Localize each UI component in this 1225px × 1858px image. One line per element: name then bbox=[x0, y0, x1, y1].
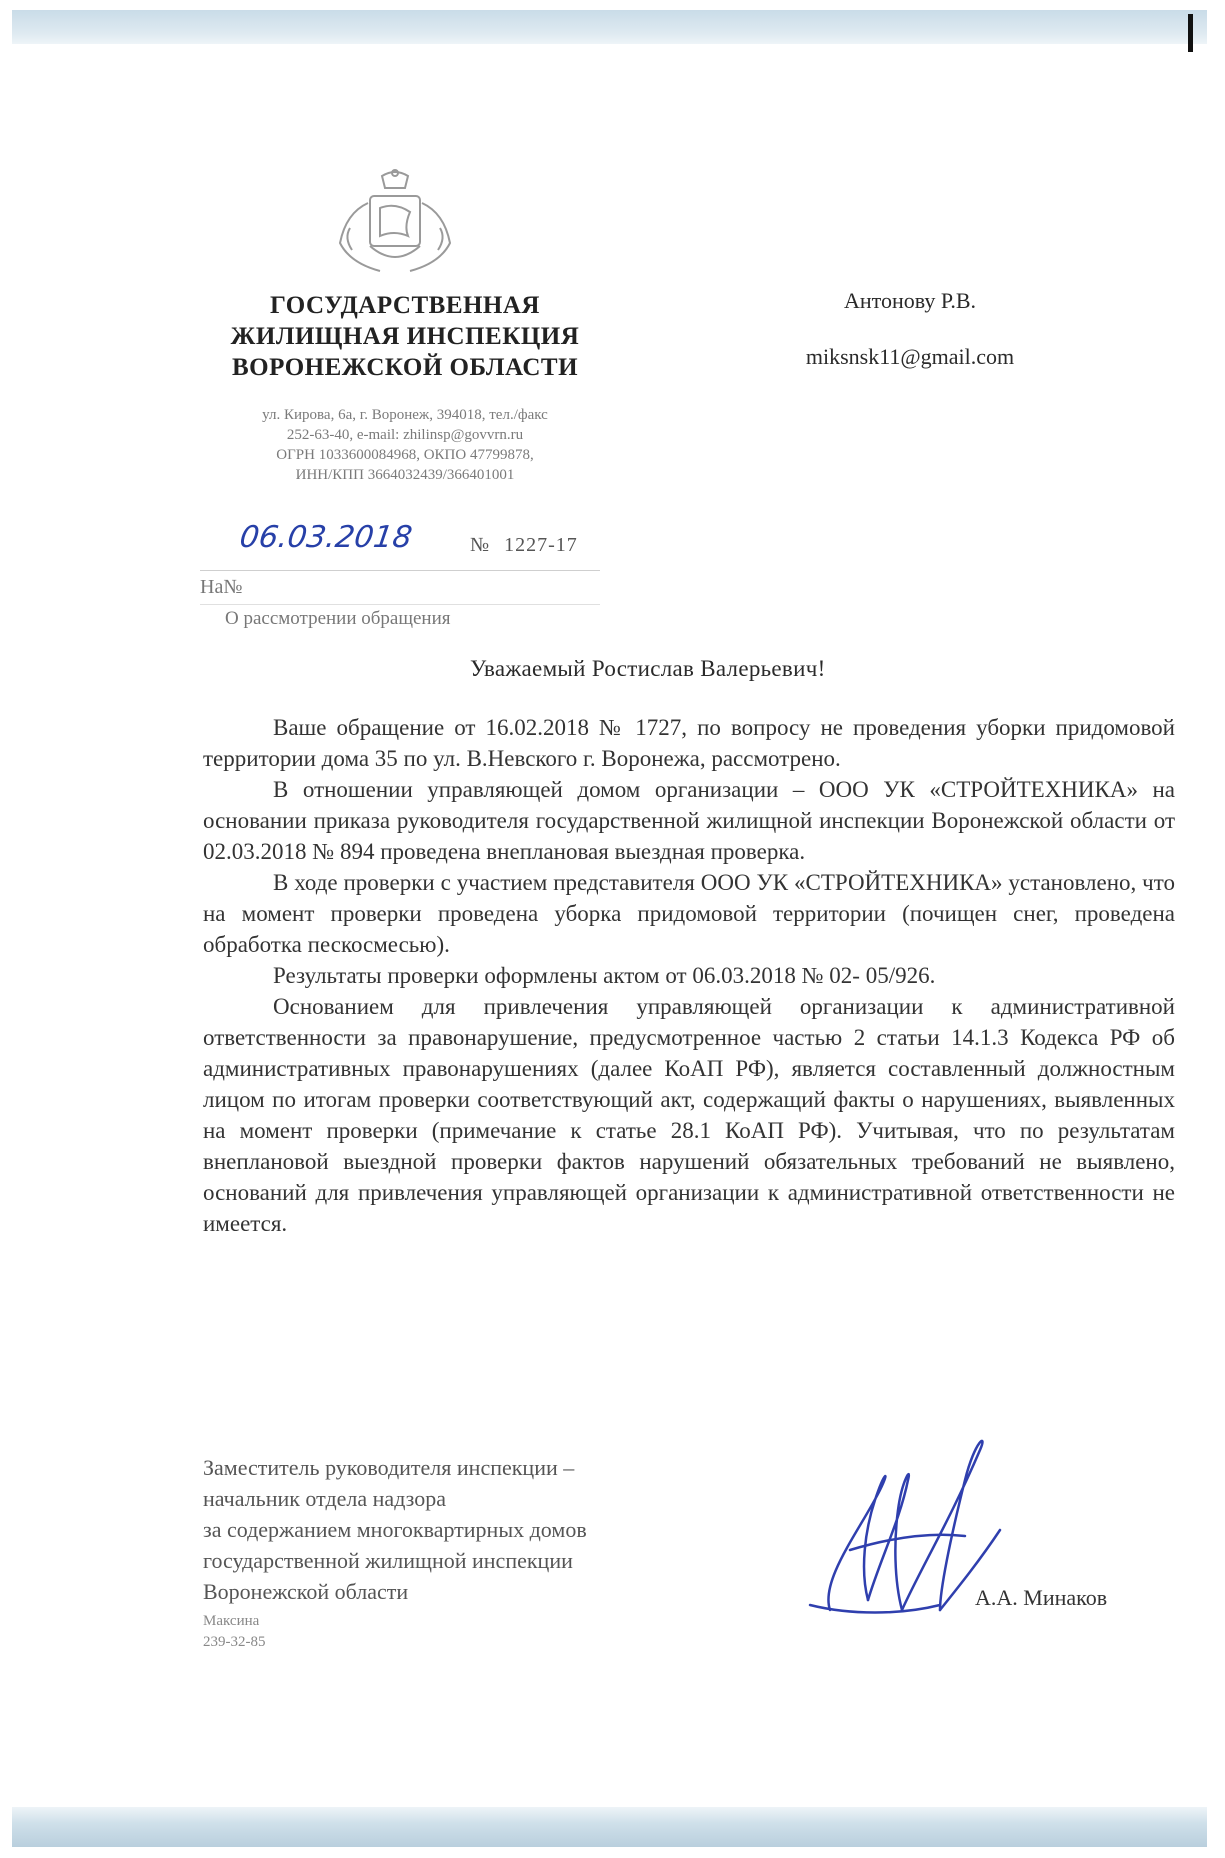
number-label: № bbox=[470, 534, 491, 556]
position-line: Заместитель руководителя инспекции – bbox=[203, 1455, 575, 1480]
addressee bbox=[740, 288, 1080, 370]
executor-name: Максина bbox=[203, 1613, 260, 1629]
letter-subject: О рассмотрении обращения bbox=[225, 608, 451, 629]
org-contacts bbox=[185, 405, 625, 485]
coat-of-arms-icon bbox=[330, 168, 460, 278]
executor-phone: 239-32-85 bbox=[203, 1634, 266, 1650]
handwritten-date: 06.03.2018 bbox=[237, 520, 415, 555]
scan-edge-mark bbox=[1188, 14, 1193, 52]
registration-line bbox=[200, 520, 600, 571]
letter-body bbox=[203, 712, 1175, 1239]
body-paragraph: Основанием для привлечения управляющей организации к административной ответственности за правонарушение, предусмотренное частью 2 статьи 14.1.3 Кодекса РФ об административных правонарушениях (далее КоАП РФ), является составленный должностным лицом по итогам проверки соответствующий акт, содержащий факты о нарушениях, выявленных на момент проверки (примечание к статье 28.1 КоАП РФ). Учитывая, что по результатам внеплановой выездной проверки фактов нарушений обязательных требований не выявлено, оснований для привлечения управляющей организации к административной ответственности не имеется. bbox=[203, 994, 1175, 1236]
org-name-line: ГОСУДАРСТВЕННАЯ bbox=[270, 292, 540, 319]
org-ogrn: ОГРН 1033600084968, ОКПО 47799878, bbox=[276, 447, 534, 463]
signatory-position bbox=[203, 1452, 763, 1653]
body-paragraph: Результаты проверки оформлены актом от 06.03.2018 № 02- 05/926. bbox=[273, 963, 936, 988]
salutation: Уважаемый Ростислав Валерьевич! bbox=[470, 656, 826, 681]
org-name-line: ЖИЛИЩНАЯ ИНСПЕКЦИЯ bbox=[230, 323, 580, 350]
org-address: ул. Кирова, 6а, г. Воронеж, 394018, тел./факс bbox=[262, 407, 548, 423]
org-phone-email: 252-63-40, e-mail: zhilinsp@govvrn.ru bbox=[286, 427, 524, 443]
position-line: за содержанием многоквартирных домов bbox=[203, 1517, 587, 1542]
reply-to-line: На№ bbox=[200, 576, 600, 605]
signer-name: А.А. Минаков bbox=[975, 1585, 1108, 1610]
addressee-name: Антонову Р.В. bbox=[843, 288, 977, 313]
document-number bbox=[470, 534, 578, 557]
organization-header bbox=[185, 290, 625, 485]
body-paragraph: Ваше обращение от 16.02.2018 № 1727, по вопросу не проведения уборки придомовой территории дома 35 по ул. В.Невского г. Воронежа, рассмотрено. bbox=[203, 715, 1175, 771]
org-inn: ИНН/КПП 3664032439/366401001 bbox=[295, 467, 515, 483]
org-name-line: ВОРОНЕЖСКОЙ ОБЛАСТИ bbox=[231, 354, 579, 381]
body-paragraph: В ходе проверки с участием представителя ООО УК «СТРОЙТЕХНИКА» установлено, что на момент проверки проведена уборка придомовой территории (почищен снег, проведена обработка пескосмесью). bbox=[203, 870, 1175, 957]
position-line: начальник отдела надзора bbox=[203, 1486, 446, 1511]
body-paragraph: В отношении управляющей домом организации – ООО УК «СТРОЙТЕХНИКА» на основании приказа руководителя государственной жилищной инспекции Воронежской области от 02.03.2018 № 894 проведена внеплановая выездная проверка. bbox=[203, 777, 1175, 864]
scan-top-band bbox=[12, 10, 1207, 44]
addressee-email: miksnsk11@gmail.com bbox=[805, 344, 1015, 369]
position-line: Воронежской области bbox=[203, 1579, 409, 1604]
number-value: 1227-17 bbox=[504, 534, 578, 556]
scan-bottom-band bbox=[12, 1807, 1207, 1847]
position-line: государственной жилищной инспекции bbox=[203, 1548, 573, 1573]
